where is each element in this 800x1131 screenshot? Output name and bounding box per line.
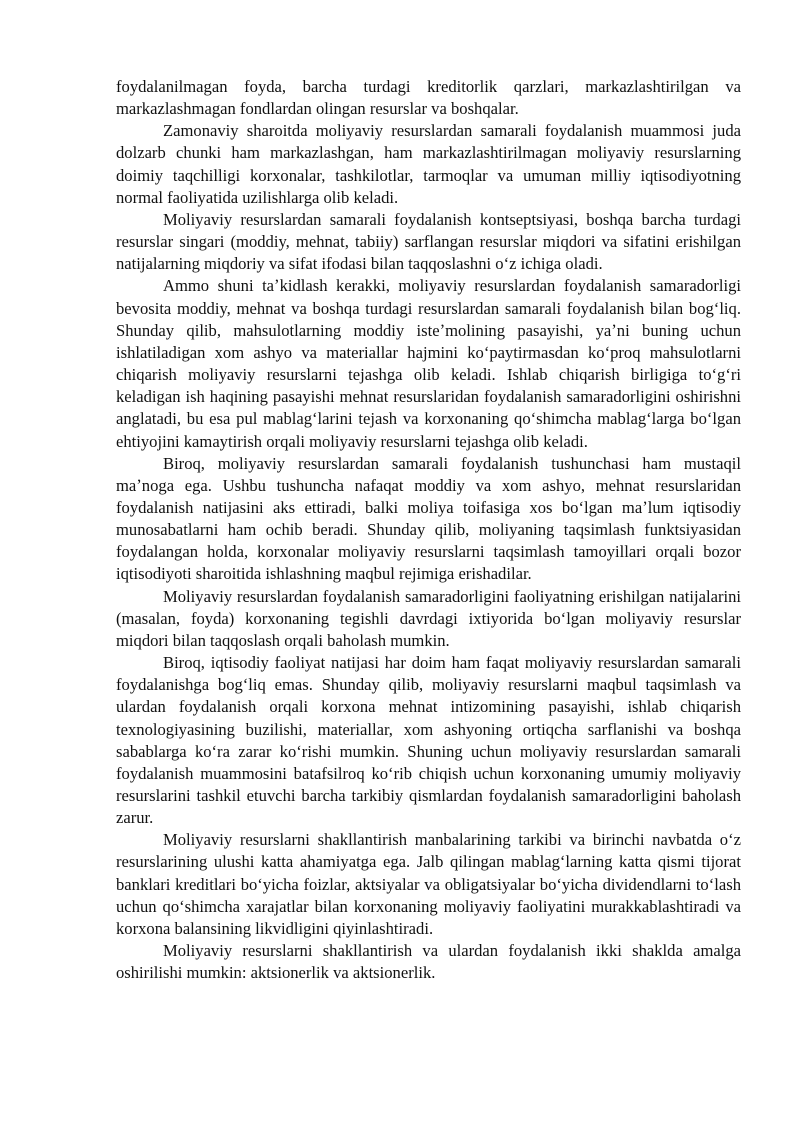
paragraph-efficiency-dependence: Ammo shuni taʼkidlash kerakki, moliyaviy resurslardan foydalanish samaradorligi bevosita moddiy, mehnat va boshqa turdagi resurslardan samarali foydalanish bilan bogʻliq. Shunday qilib, mahsulotlarning moddiy isteʼmolining pasayishi, yaʼni buning uchun ishlatiladigan xom ashyo va materiallar hajmini koʻpaytirmasdan koʻproq mahsulotlarni chiqarish moliyaviy resurslarni tejashga olib keladi. Ishlab chiqarish birligiga toʻgʻri keladigan ish haqining pasayishi mehnat resurslaridan foydalanish samaradorligini oshirishni anglatadi, bu esa pul mablagʻlarini tejash va korxonaning qoʻshimcha mablagʻlarga boʻlgan ehtiyojini kamaytirish orqali moliyaviy resurslarni tejashga olib keladi.	[116, 276, 741, 451]
paragraph-efficiency-concept: Moliyaviy resurslardan samarali foydalanish kontseptsiyasi, boshqa barcha turdagi resurslar singari (moddiy, mehnat, tabiiy) sarflangan resurslar miqdori va sifatini erishilgan natijalarning miqdoriy va sifat ifodasi bilan taqqoslashni oʻz ichiga oladi.	[116, 209, 741, 274]
paragraph-sources-structure: Moliyaviy resurslarni shakllantirish manbalarining tarkibi va birinchi navbatda oʻz resurslarining ulushi katta ahamiyatga ega. Jalb qilingan mablagʻlarning katta qismi tijorat banklari kreditlari boʻyicha foizlar, aktsiyalar va obligatsiyalar boʻyicha dividendlarni toʻlash uchun qoʻshimcha xarajatlar bilan korxonaning moliyaviy faoliyatini murakkablashtiradi va korxona balansining likvidligini qiyinlashtiradi.	[116, 830, 741, 938]
paragraph-economic-result: Biroq, iqtisodiy faoliyat natijasi har doim ham faqat moliyaviy resurslardan samarali foydalanishga bogʻliq emas. Shunday qilib, moliyaviy resurslarni maqbul taqsimlash va ulardan foydalanish orqali korxona mehnat intizomining pasayishi, ishlab chiqarish texnologiyasining buzilishi, materiallar, xom ashyoning ortiqcha sarflanishi va boshqa sabablarga koʻra zarar koʻrishi mumkin. Shuning uchun moliyaviy resurslardan samarali foydalanish muammosini batafsilroq koʻrib chiqish uchun korxonaning umumiy moliyaviy resurslarini tashkil etuvchi barcha tarkibiy qismlardan foydalanish samaradorligini baholash zarur.	[116, 653, 741, 828]
paragraph-forms: Moliyaviy resurslarni shakllantirish va ulardan foydalanish ikki shaklda amalga oshirilishi mumkin: aktsionerlik va aktsionerlik.	[116, 941, 741, 983]
paragraph-modern-conditions: Zamonaviy sharoitda moliyaviy resurslardan samarali foydalanish muammosi juda dolzarb chunki ham markazlashgan, ham markazlashtirilmagan moliyaviy resurslarning doimiy taqchilligi korxonalar, tashkilotlar, tarmoqlar va umuman milliy iqtisodiyotning normal faoliyatida uzilishlarga olib keladi.	[116, 121, 741, 207]
paragraph-evaluation: Moliyaviy resurslardan foydalanish samaradorligini faoliyatning erishilgan natijalarini (masalan, foyda) korxonaning tegishli davrdagi ixtiyorida boʻlgan moliyaviy resurslar miqdori bilan taqqoslash orqali baholash mumkin.	[116, 586, 741, 650]
document-page	[116, 76, 741, 984]
paragraph-continuation: foydalanilmagan foyda, barcha turdagi kreditorlik qarzlari, markazlashtirilgan va markazlashmagan fondlardan olingan resurslar va boshqalar.	[116, 77, 741, 119]
paragraph-independent-meaning: Biroq, moliyaviy resurslardan samarali foydalanish tushunchasi ham mustaqil maʼnoga ega. Ushbu tushuncha nafaqat moddiy va xom ashyo, mehnat resurslaridan foydalanish natijasini aks ettiradi, balki moliya toifasiga xos boʻlgan maʼlum iqtisodiy munosabatlarni ham ochib beradi. Shunday qilib, moliyaning taqsimlash funktsiyasidan foydalangan holda, korxonalar moliyaviy resurslarni taqsimlash tamoyillari orqali bozor iqtisodiyoti sharoitida ishlashning maqbul rejimiga erishadilar.	[116, 453, 741, 584]
